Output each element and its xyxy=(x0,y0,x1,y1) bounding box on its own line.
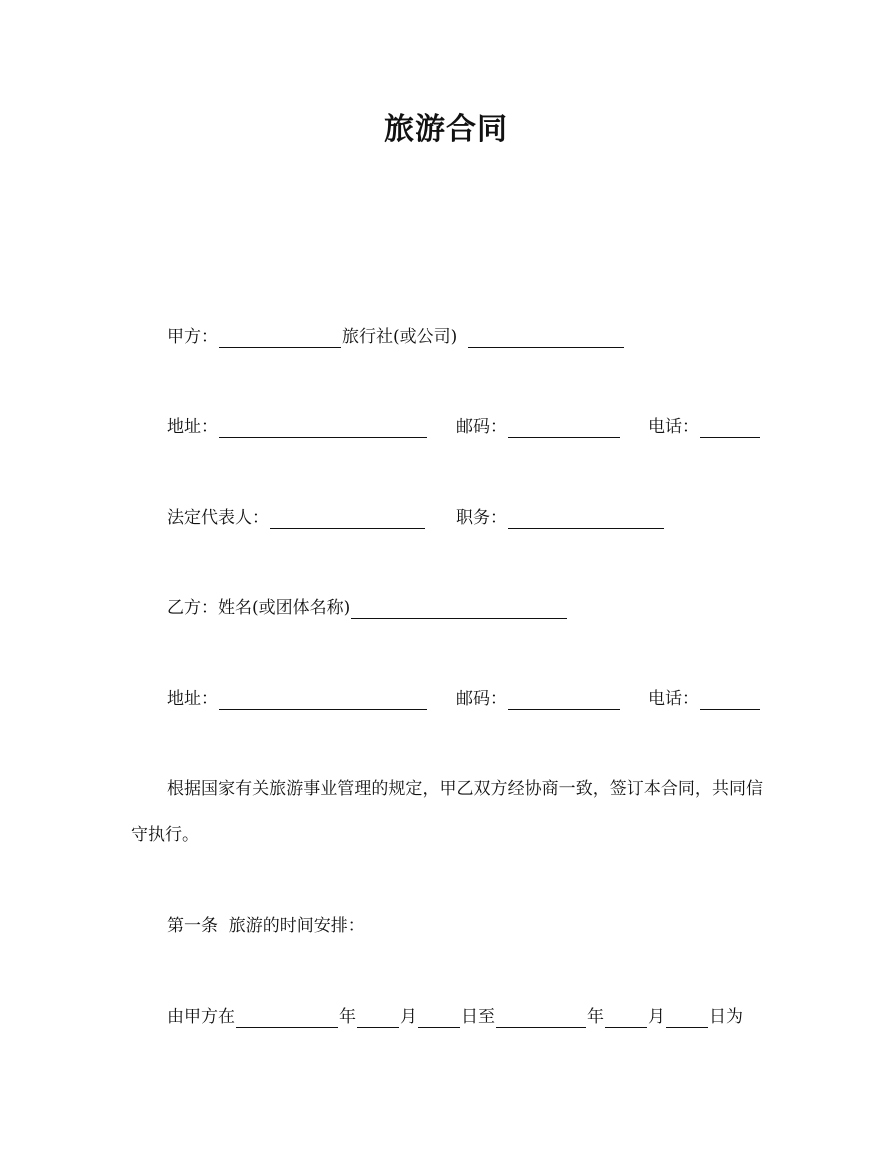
end-year-label: 年 xyxy=(587,1007,604,1027)
position-blank[interactable] xyxy=(508,510,664,529)
party-a-phone-field xyxy=(648,416,761,438)
phone-label: 电话： xyxy=(648,417,699,437)
party-b-address-field xyxy=(167,688,428,710)
start-year-blank[interactable] xyxy=(236,1009,338,1028)
end-month-blank[interactable] xyxy=(605,1009,647,1028)
party-b-phone-blank[interactable] xyxy=(700,691,760,710)
legal-rep-label: 法定代表人： xyxy=(167,508,269,528)
end-year-blank[interactable] xyxy=(496,1009,586,1028)
postcode-label: 邮码： xyxy=(456,689,507,709)
party-b-name-blank[interactable] xyxy=(351,600,567,619)
article-1-heading xyxy=(167,915,365,937)
party-b-postcode-blank[interactable] xyxy=(508,691,620,710)
party-a-address-blank[interactable] xyxy=(219,419,427,438)
position-field xyxy=(456,507,665,529)
position-label: 职务： xyxy=(456,508,507,528)
preamble-paragraph: 根据国家有关旅游事业管理的规定，甲乙双方经协商一致，签订本合同，共同信守执行。 xyxy=(131,779,763,845)
party-a-postcode-blank[interactable] xyxy=(508,419,620,438)
legal-rep-field xyxy=(167,507,426,529)
party-b-line xyxy=(167,597,568,619)
schedule-line xyxy=(167,1006,743,1028)
end-day-label: 日为 xyxy=(709,1007,743,1027)
party-b-phone-field xyxy=(648,688,761,710)
party-b-address-blank[interactable] xyxy=(219,691,427,710)
party-a-agency-label: 旅行社(或公司) xyxy=(342,327,458,347)
party-a-label: 甲方： xyxy=(167,327,218,347)
end-day-blank[interactable] xyxy=(666,1009,708,1028)
party-a-agency-blank[interactable] xyxy=(468,329,624,348)
start-day-blank[interactable] xyxy=(418,1009,460,1028)
party-a-postcode-field xyxy=(456,416,621,438)
start-month-label: 月 xyxy=(400,1007,417,1027)
end-month-label: 月 xyxy=(648,1007,665,1027)
address-label: 地址： xyxy=(167,689,218,709)
party-a-name-blank[interactable] xyxy=(219,329,341,348)
party-b-label: 乙方：姓名(或团体名称) xyxy=(167,598,351,618)
address-label: 地址： xyxy=(167,417,218,437)
start-month-blank[interactable] xyxy=(357,1009,399,1028)
start-day-label: 日至 xyxy=(461,1007,495,1027)
legal-rep-blank[interactable] xyxy=(270,510,425,529)
party-b-postcode-field xyxy=(456,688,621,710)
party-a-address-field xyxy=(167,416,428,438)
phone-label: 电话： xyxy=(648,689,699,709)
start-year-label: 年 xyxy=(339,1007,356,1027)
postcode-label: 邮码： xyxy=(456,417,507,437)
party-a-line xyxy=(167,326,625,348)
article-1-heading-text: 第一条 旅游的时间安排： xyxy=(167,916,365,936)
schedule-prefix: 由甲方在 xyxy=(167,1007,235,1027)
document-title: 旅游合同 xyxy=(384,112,508,147)
party-a-phone-blank[interactable] xyxy=(700,419,760,438)
